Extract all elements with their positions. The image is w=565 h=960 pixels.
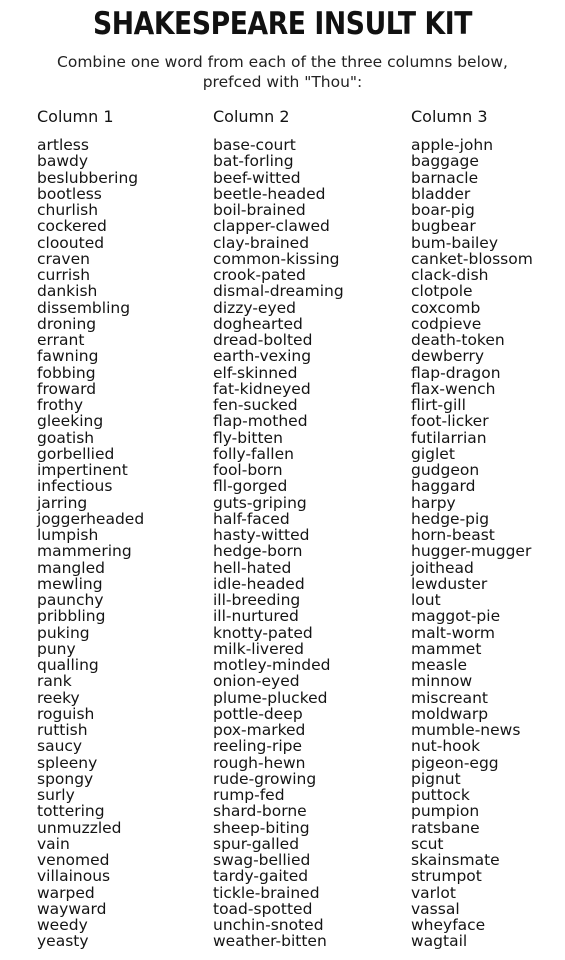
column-3-word: wheyface bbox=[411, 916, 486, 934]
column-3-word: vassal bbox=[411, 899, 460, 918]
column-3-word: miscreant bbox=[411, 688, 488, 707]
column-1-word: goatish bbox=[37, 428, 95, 447]
column-3-word: death-token bbox=[411, 331, 505, 349]
column-2-word: knotty-pated bbox=[213, 623, 313, 642]
column-1-word: rank bbox=[37, 672, 72, 691]
column-3-word: pumpion bbox=[411, 802, 480, 821]
column-1-word: frothy bbox=[37, 396, 84, 414]
instructions bbox=[0, 52, 565, 92]
column-3-word: clack-dish bbox=[411, 266, 489, 284]
column-2-word: fat-kidneyed bbox=[213, 379, 311, 398]
column-2-word: crook-pated bbox=[213, 266, 306, 284]
column-1-word: currish bbox=[37, 266, 91, 284]
column-1-word: vain bbox=[37, 834, 70, 853]
column-2-word: boil-brained bbox=[213, 201, 306, 219]
column-3-word: apple-john bbox=[411, 136, 494, 154]
column-2-word: clapper-clawed bbox=[213, 217, 330, 236]
column-1-word: puking bbox=[37, 623, 90, 642]
column-3-word: moldwarp bbox=[411, 704, 489, 723]
column-2-word: plume-plucked bbox=[213, 688, 328, 707]
column-3-word: pigeon-egg bbox=[411, 753, 499, 772]
column-2-word: fen-sucked bbox=[213, 396, 298, 414]
column-2-word: spur-galled bbox=[213, 834, 300, 853]
column-1-word: bootless bbox=[37, 184, 102, 203]
column-3-word: flax-wench bbox=[411, 379, 496, 398]
column-3-word: clotpole bbox=[411, 282, 473, 301]
column-2-header: Column 2 bbox=[213, 107, 290, 126]
column-1-word: spleeny bbox=[37, 753, 98, 772]
instructions-line-1: Combine one word from each of the three columns below, bbox=[57, 53, 508, 71]
column-2-word: ill-breeding bbox=[213, 591, 301, 609]
column-3-word: puttock bbox=[411, 786, 470, 804]
column-2-word: swag-bellied bbox=[213, 851, 311, 869]
column-1-word: reeky bbox=[37, 688, 80, 707]
column-2-word: fly-bitten bbox=[213, 428, 283, 447]
column-1-word: churlish bbox=[37, 201, 99, 219]
column-3-word: lout bbox=[411, 591, 441, 609]
column-2-word: pottle-deep bbox=[213, 704, 303, 723]
column-3-word: pignut bbox=[411, 769, 461, 788]
column-3-word: futilarrian bbox=[411, 428, 487, 447]
column-1-word: cloouted bbox=[37, 233, 105, 252]
column-3-word: varlot bbox=[411, 883, 456, 902]
column-1-word: beslubbering bbox=[37, 168, 139, 187]
column-2-word: toad-spotted bbox=[213, 899, 313, 918]
column-3-word: codpieve bbox=[411, 314, 482, 333]
column-1-word: puny bbox=[37, 639, 76, 658]
column-3-word: foot-licker bbox=[411, 412, 489, 431]
column-3-word: bum-bailey bbox=[411, 233, 499, 252]
page-title: SHAKESPEARE INSULT KIT bbox=[92, 6, 473, 42]
column-1-word: droning bbox=[37, 314, 97, 333]
column-2-word: bat-forling bbox=[213, 152, 294, 171]
column-3-word: minnow bbox=[411, 672, 473, 691]
column-2-word: folly-fallen bbox=[213, 444, 294, 463]
column-2-word: pox-marked bbox=[213, 721, 306, 739]
column-1-word: froward bbox=[37, 379, 97, 398]
column-3-word: dewberry bbox=[411, 347, 485, 366]
column-2 bbox=[213, 107, 383, 950]
column-3-word: flap-dragon bbox=[411, 363, 501, 382]
column-2-word: elf-skinned bbox=[213, 363, 298, 382]
column-2-word: onion-eyed bbox=[213, 672, 300, 691]
column-1-word: yeasty bbox=[37, 932, 89, 951]
column-1-word: dankish bbox=[37, 282, 98, 301]
column-1-word: paunchy bbox=[37, 591, 104, 609]
column-2-word: shard-borne bbox=[213, 802, 307, 821]
column-1-word: jarring bbox=[37, 493, 88, 512]
column-2-word: clay-brained bbox=[213, 233, 310, 252]
column-3-word: mumble-news bbox=[411, 721, 521, 739]
column-2-word: idle-headed bbox=[213, 574, 305, 593]
column-2-word: unchin-snoted bbox=[213, 916, 324, 934]
column-1-word-list bbox=[37, 137, 207, 950]
column-1-word: dissembling bbox=[37, 298, 131, 317]
column-1-word: mewling bbox=[37, 574, 103, 593]
column-2-word: fll-gorged bbox=[213, 477, 288, 496]
column-3-word: boar-pig bbox=[411, 201, 475, 219]
column-1-word: gorbellied bbox=[37, 444, 115, 463]
column-1-word: venomed bbox=[37, 851, 110, 869]
column-1-word: saucy bbox=[37, 737, 83, 756]
column-3-word: bladder bbox=[411, 184, 471, 203]
column-3-word: skainsmate bbox=[411, 851, 500, 869]
column-1-word: ruttish bbox=[37, 721, 88, 739]
column-2-word: motley-minded bbox=[213, 656, 331, 674]
column-3-word: flirt-gill bbox=[411, 396, 466, 414]
column-2-word-list bbox=[213, 137, 383, 950]
column-2-word: hasty-witted bbox=[213, 526, 310, 544]
column-1-word: tottering bbox=[37, 802, 105, 821]
column-3-word: nut-hook bbox=[411, 737, 481, 756]
column-1-word: fobbing bbox=[37, 363, 96, 382]
column-3-word: bugbear bbox=[411, 217, 476, 236]
column-2-word: tickle-brained bbox=[213, 883, 320, 902]
column-3-word: maggot-pie bbox=[411, 607, 501, 626]
column-3-word-list bbox=[411, 137, 561, 950]
column-3-word: barnacle bbox=[411, 168, 479, 187]
column-2-word: dread-bolted bbox=[213, 331, 313, 349]
column-3-word: joithead bbox=[411, 558, 474, 577]
column-1-word: pribbling bbox=[37, 607, 106, 626]
column-2-word: doghearted bbox=[213, 314, 303, 333]
column-2-word: earth-vexing bbox=[213, 347, 312, 366]
column-3-word: coxcomb bbox=[411, 298, 481, 317]
column-2-word: half-faced bbox=[213, 509, 290, 528]
column-2-word: beetle-headed bbox=[213, 184, 326, 203]
column-3-word: hedge-pig bbox=[411, 509, 490, 528]
column-1-word: cockered bbox=[37, 217, 107, 236]
column-1-word: villainous bbox=[37, 867, 111, 886]
column-1-word: wayward bbox=[37, 899, 107, 918]
column-3-word: canket-blossom bbox=[411, 249, 533, 268]
column-2-word: milk-livered bbox=[213, 639, 305, 658]
column-1-word: mangled bbox=[37, 558, 105, 577]
column-3-word: wagtail bbox=[411, 932, 468, 951]
column-1-header: Column 1 bbox=[37, 107, 114, 126]
column-2-word: hell-hated bbox=[213, 558, 292, 577]
column-3-word: hugger-mugger bbox=[411, 542, 532, 561]
column-3-word: harpy bbox=[411, 493, 456, 512]
column-3-word: lewduster bbox=[411, 574, 488, 593]
column-3-word: measle bbox=[411, 656, 468, 674]
column-2-word: ill-nurtured bbox=[213, 607, 299, 626]
column-1-word: infectious bbox=[37, 477, 113, 496]
column-1-word: lumpish bbox=[37, 526, 99, 544]
column-1-word: surly bbox=[37, 786, 75, 804]
column-1-word: craven bbox=[37, 249, 90, 268]
column-2-word: tardy-gaited bbox=[213, 867, 309, 886]
column-2-word: sheep-biting bbox=[213, 818, 310, 837]
column-2-word: beef-witted bbox=[213, 168, 301, 187]
column-2-word: flap-mothed bbox=[213, 412, 308, 431]
column-3-header: Column 3 bbox=[411, 107, 488, 126]
column-2-word: weather-bitten bbox=[213, 932, 327, 951]
column-1 bbox=[37, 107, 207, 950]
column-2-word: reeling-ripe bbox=[213, 737, 303, 756]
column-1-word: qualling bbox=[37, 656, 99, 674]
column-3-word: strumpot bbox=[411, 867, 482, 886]
column-1-word: roguish bbox=[37, 704, 95, 723]
column-1-word: warped bbox=[37, 883, 95, 902]
column-2-word: common-kissing bbox=[213, 249, 340, 268]
column-1-word: artless bbox=[37, 136, 89, 154]
column-3-word: mammet bbox=[411, 639, 482, 658]
column-2-word: dizzy-eyed bbox=[213, 298, 296, 317]
column-1-word: unmuzzled bbox=[37, 818, 122, 837]
column-3 bbox=[411, 107, 561, 950]
column-2-word: guts-griping bbox=[213, 493, 307, 512]
column-2-word: rude-growing bbox=[213, 769, 317, 788]
column-1-word: gleeking bbox=[37, 412, 104, 431]
instructions-line-2: prefced with "Thou": bbox=[202, 73, 363, 91]
column-2-word: rough-hewn bbox=[213, 753, 306, 772]
column-1-word: spongy bbox=[37, 769, 94, 788]
column-1-word: bawdy bbox=[37, 152, 89, 171]
column-3-word: malt-worm bbox=[411, 623, 495, 642]
column-3-word: horn-beast bbox=[411, 526, 495, 544]
column-1-word: errant bbox=[37, 331, 85, 349]
column-3-word: giglet bbox=[411, 444, 455, 463]
column-3-word: gudgeon bbox=[411, 461, 480, 479]
column-2-word: dismal-dreaming bbox=[213, 282, 344, 301]
column-2-word: base-court bbox=[213, 136, 296, 154]
column-1-word: impertinent bbox=[37, 461, 128, 479]
column-3-word: ratsbane bbox=[411, 818, 480, 837]
column-3-word: baggage bbox=[411, 152, 479, 171]
column-3-word: scut bbox=[411, 834, 444, 853]
column-2-word: rump-fed bbox=[213, 786, 285, 804]
column-2-word: fool-born bbox=[213, 461, 283, 479]
column-1-word: joggerheaded bbox=[37, 509, 145, 528]
column-3-word: haggard bbox=[411, 477, 476, 496]
column-1-word: weedy bbox=[37, 916, 88, 934]
column-1-word: mammering bbox=[37, 542, 132, 561]
column-1-word: fawning bbox=[37, 347, 99, 366]
column-2-word: hedge-born bbox=[213, 542, 303, 561]
